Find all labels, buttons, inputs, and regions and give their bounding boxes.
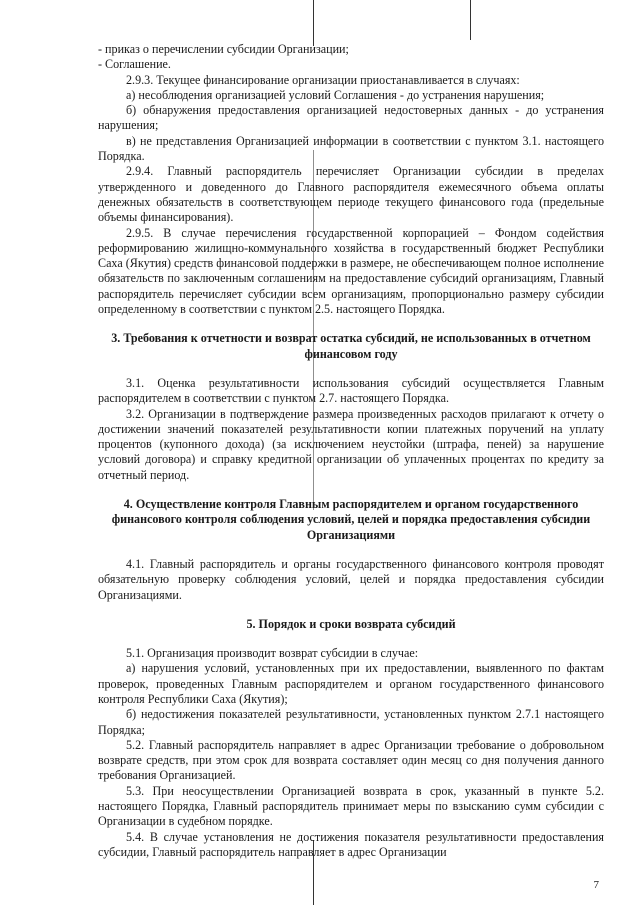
paragraph: 3.1. Оценка результативности использования субсидий осуществляется Главным распорядителем в соответствии с пунктом 2.7. настоящего Порядка. <box>98 375 604 406</box>
paragraph: б) недостижения показателей результативности, установленных пунктом 2.7.1 настоящего Порядка; <box>98 707 604 737</box>
scan-line-top-right <box>470 0 471 40</box>
section-5-heading: 5. Порядок и сроки возврата субсидий <box>246 616 456 631</box>
paragraph: - приказ о перечислении субсидии Организации; <box>98 42 349 56</box>
document-body <box>98 42 604 860</box>
paragraph: 5.2. Главный распорядитель направляет в адрес Организации требование о добровольном возврате средств, при этом срок для возврата составляет один месяц со дня получения данного требования Организацией. <box>98 737 604 783</box>
paragraph: 5.4. В случае установления не достижения показателя результативности предоставления субсидии, Главный распорядитель направляет в адрес Организации <box>98 829 604 859</box>
section-3-heading: 3. Требования к отчетности и возврат остатка субсидий, не использованных в отчетном финансовом году <box>111 331 591 361</box>
paragraph: 2.9.5. В случае перечисления государственной корпорацией – Фондом содействия реформированию жилищно-коммунального хозяйства в государственный бюджет Республики Саха (Якутия) средств финансовой поддержки в размере, не обеспечивающем полное исполнение обязательств по заключенным соглашениям на предоставление субсидий организациям, Главный распорядитель перечисляет субсидии всем организациям, пропорционально размеру субсидии определенному в соответствии с пунктом 2.5. настоящего Порядка. <box>98 225 604 317</box>
paragraph: 4.1. Главный распорядитель и органы государственного финансового контроля проводят обязательную проверку соблюдения условий, целей и порядка предоставления субсидии Организациями. <box>98 556 604 602</box>
paragraph: 5.3. При неосуществлении Организацией возврата в срок, указанный в пункте 5.2. настоящего Порядка, Главный распорядитель принимает меры по взысканию сумм субсидии с Организации в судебном порядке. <box>98 783 604 829</box>
section-4-heading: 4. Осуществление контроля Главным распорядителем и органом государственного финансового контроля соблюдения условий, целей и порядка предоставления субсидии Организациями <box>111 497 591 542</box>
scan-line-top <box>313 0 314 46</box>
paragraph: б) обнаружения предоставления организацией недостоверных данных - до устранения нарушения; <box>98 103 604 133</box>
paragraph: - Соглашение. <box>98 57 171 72</box>
paragraph: 5.1. Организация производит возврат субсидии в случае: <box>126 646 419 661</box>
paragraph: в) не представления Организацией информации в соответствии с пунктом 3.1. настоящего Порядка. <box>98 133 604 164</box>
paragraph: 3.2. Организации в подтверждение размера произведенных расходов прилагают к отчету о достижении значений показателей результативности копии платежных поручений на уплату процентов (купонного дохода) (за исключением неустойки (штрафа, пеней) за нарушение условий договора) и справку кредитной организации об уплаченных процентах по кредиту за отчетный период. <box>98 406 604 482</box>
paragraph: 2.9.4. Главный распорядитель перечисляет Организации субсидии в пределах утвержденного и доведенного до Главного распорядителя ежемесячного объема оплаты денежных обязательств в соответствующем периоде текущего финансового года (предельные объемы финансирования). <box>98 164 604 225</box>
paragraph: а) несоблюдения организацией условий Соглашения - до устранения нарушения; <box>126 87 545 102</box>
paragraph: а) нарушения условий, установленных при их предоставлении, выявленного по фактам проверок, проведенных Главным распорядителем и органом государственного финансового контроля Республики Саха (Якутия); <box>98 661 604 706</box>
paragraph: 2.9.3. Текущее финансирование организации приостанавливается в случаях: <box>126 72 520 87</box>
page-number: 7 <box>593 879 599 891</box>
